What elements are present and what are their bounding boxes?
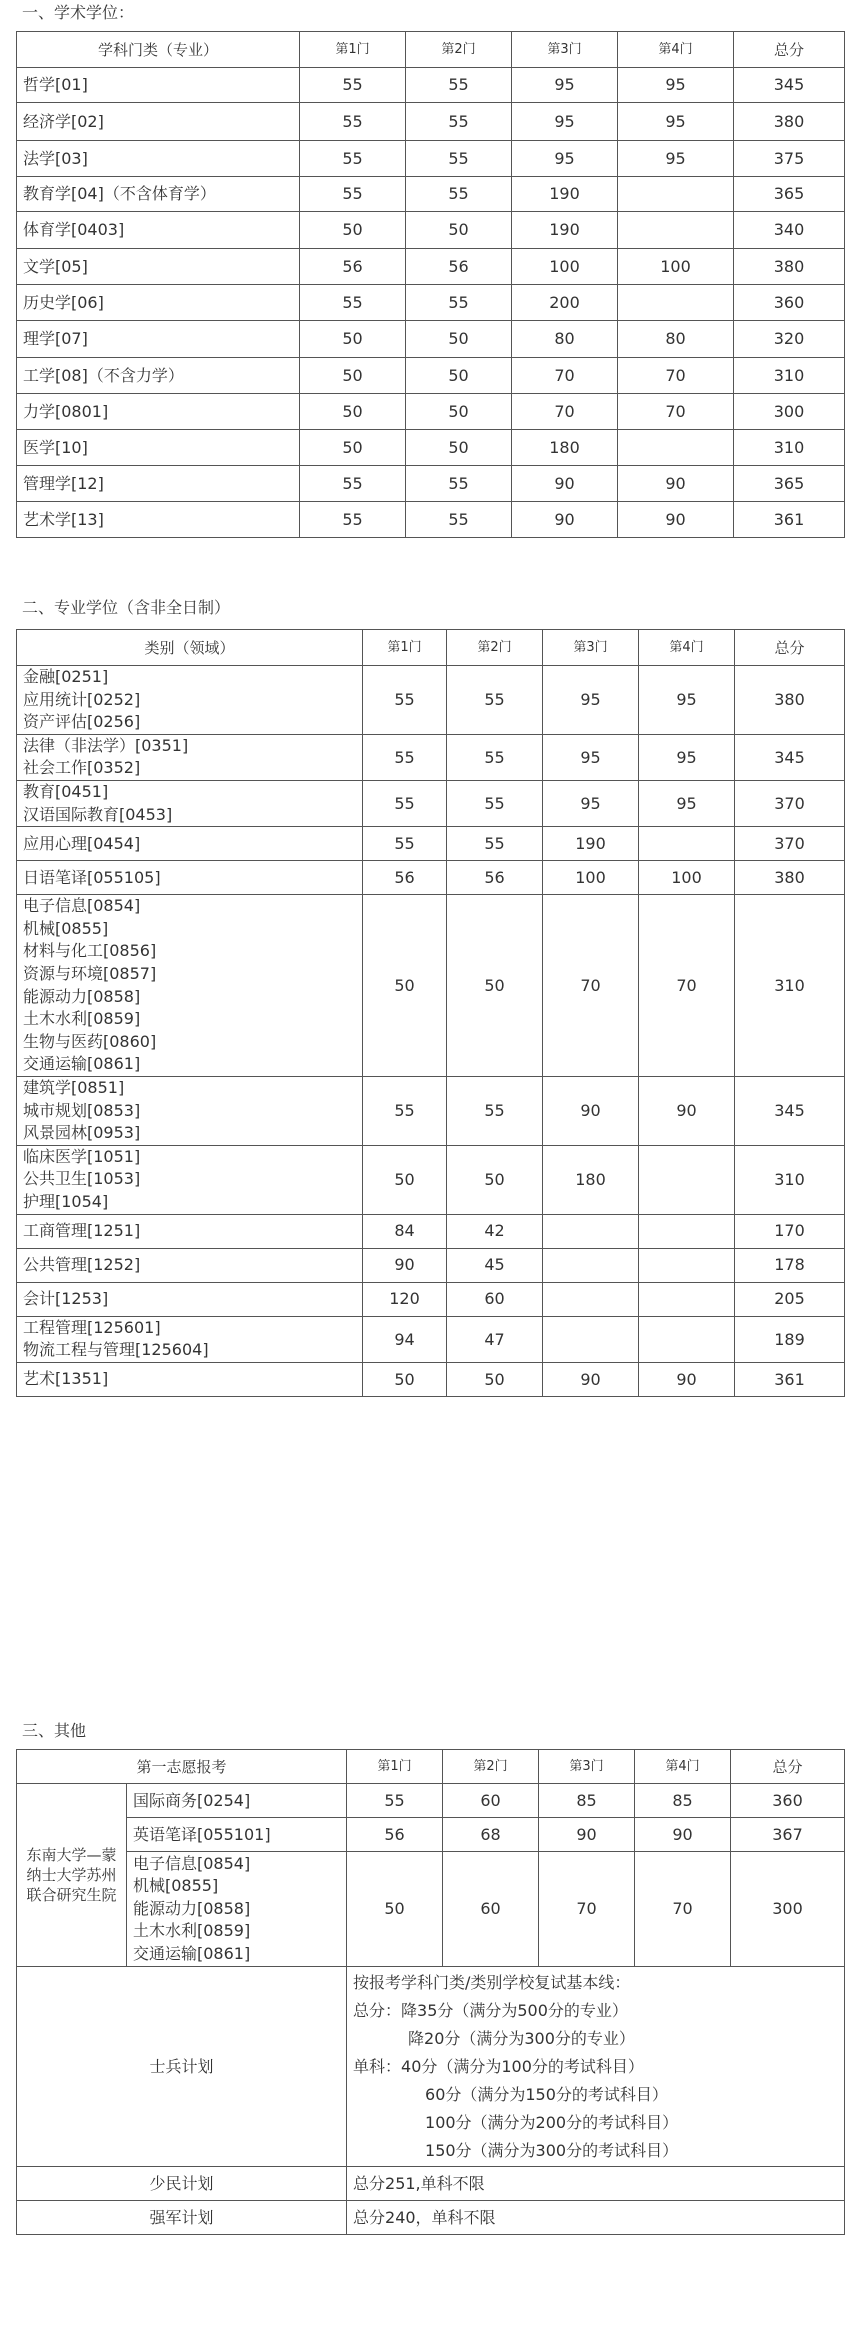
section3-title: 三、其他 (22, 1721, 87, 1740)
table-row (17, 1784, 845, 1818)
score-cell: 55 (363, 666, 447, 735)
score-cell (543, 1214, 639, 1248)
score-cell: 375 (734, 141, 845, 177)
score-cell: 55 (406, 502, 512, 538)
score-cell: 50 (300, 394, 406, 430)
score-cell: 50 (406, 212, 512, 249)
score-cell (618, 430, 734, 466)
score-cell: 380 (735, 861, 845, 895)
score-cell: 95 (618, 103, 734, 141)
table-row (17, 780, 845, 826)
score-cell: 68 (443, 1818, 539, 1852)
score-cell: 55 (363, 734, 447, 780)
category-name: 风景园林[0953] (23, 1123, 141, 1143)
score-cell: 190 (543, 827, 639, 861)
score-cell: 95 (639, 666, 735, 735)
subject-cell: 艺术学[13] (17, 502, 300, 538)
score-cell: 95 (639, 780, 735, 826)
major-cell (127, 1852, 347, 1967)
score-cell: 365 (734, 466, 845, 502)
subject-cell: 哲学[01] (17, 68, 300, 103)
score-cell: 45 (447, 1248, 543, 1282)
table-row (17, 103, 845, 141)
column-header: 总分 (735, 630, 845, 666)
score-cell: 50 (300, 430, 406, 466)
score-cell: 180 (543, 1145, 639, 1214)
category-name: 电子信息[0854] (23, 896, 141, 916)
category-cell (17, 666, 363, 735)
category-name: 会计[1253] (23, 1289, 109, 1309)
major-name: 电子信息[0854] (133, 1853, 251, 1873)
major-name: 交通运输[0861] (133, 1943, 251, 1963)
column-header: 第2门 (443, 1750, 539, 1784)
score-cell: 55 (300, 177, 406, 212)
category-name: 护理[1054] (23, 1191, 109, 1211)
score-cell: 90 (543, 1076, 639, 1145)
category-name: 临床医学[1051] (23, 1146, 141, 1166)
score-cell: 50 (300, 212, 406, 249)
score-cell (639, 1248, 735, 1282)
score-cell: 55 (406, 141, 512, 177)
score-cell: 345 (735, 1076, 845, 1145)
category-name: 艺术[1351] (23, 1369, 109, 1389)
table-row (17, 1214, 845, 1248)
score-cell: 55 (300, 103, 406, 141)
rule-line: 100分（满分为200分的考试科目） (425, 2112, 679, 2132)
score-cell: 180 (512, 430, 618, 466)
score-cell: 55 (363, 1076, 447, 1145)
category-cell (17, 1214, 363, 1248)
score-cell: 60 (443, 1784, 539, 1818)
category-cell (17, 1076, 363, 1145)
score-cell: 56 (363, 861, 447, 895)
category-cell (17, 1362, 363, 1396)
score-cell: 55 (300, 141, 406, 177)
score-cell (543, 1248, 639, 1282)
category-name: 法律（非法学）[0351] (23, 735, 189, 755)
score-cell: 55 (406, 466, 512, 502)
category-name: 机械[0855] (23, 918, 109, 938)
score-cell: 95 (543, 734, 639, 780)
table-row (17, 734, 845, 780)
score-cell (639, 827, 735, 861)
score-cell: 361 (734, 502, 845, 538)
score-cell: 50 (300, 358, 406, 394)
category-name: 公共卫生[1053] (23, 1169, 141, 1189)
column-header: 第3门 (539, 1750, 635, 1784)
table-row (17, 895, 845, 1077)
category-name: 能源动力[0858] (23, 986, 141, 1006)
subject-cell: 工学[08]（不含力学） (17, 358, 300, 394)
column-header: 类别（领域） (17, 630, 363, 666)
category-name: 资源与环境[0857] (23, 963, 157, 983)
score-cell (543, 1282, 639, 1316)
score-cell: 56 (447, 861, 543, 895)
score-cell: 178 (735, 1248, 845, 1282)
score-cell: 55 (406, 103, 512, 141)
rule-line: 按报考学科门类/类别学校复试基本线： (353, 1972, 631, 1992)
major-cell (127, 1818, 347, 1852)
score-cell: 55 (447, 780, 543, 826)
score-cell: 50 (363, 895, 447, 1077)
rule-line: 降20分（满分为300分的专业） (408, 2028, 635, 2048)
column-header: 第1门 (347, 1750, 443, 1784)
score-cell: 361 (735, 1362, 845, 1396)
table-row (17, 666, 845, 735)
subject-cell: 管理学[12] (17, 466, 300, 502)
score-cell: 95 (618, 141, 734, 177)
major-name: 机械[0855] (133, 1876, 219, 1896)
score-cell: 300 (731, 1852, 845, 1967)
minority-plan-text: 总分251,单科不限 (347, 2167, 845, 2201)
score-cell: 370 (735, 827, 845, 861)
score-cell: 95 (543, 780, 639, 826)
score-cell: 90 (635, 1818, 731, 1852)
score-cell: 205 (735, 1282, 845, 1316)
army-plan-row (17, 2201, 845, 2235)
score-cell: 50 (447, 1145, 543, 1214)
category-name: 建筑学[0851] (23, 1077, 125, 1097)
rule-line: 60分（满分为150分的考试科目） (425, 2084, 668, 2104)
score-cell (639, 1282, 735, 1316)
score-cell: 100 (512, 249, 618, 285)
table-row (17, 321, 845, 358)
table-row (17, 212, 845, 249)
score-cell: 50 (363, 1362, 447, 1396)
category-cell (17, 861, 363, 895)
score-cell: 380 (734, 103, 845, 141)
score-cell: 56 (300, 249, 406, 285)
score-cell: 50 (363, 1145, 447, 1214)
score-cell: 94 (363, 1316, 447, 1362)
army-plan-text: 总分240，单科不限 (347, 2201, 845, 2235)
score-cell: 95 (543, 666, 639, 735)
score-cell: 50 (347, 1852, 443, 1967)
score-cell: 90 (639, 1076, 735, 1145)
score-cell: 55 (447, 1076, 543, 1145)
score-cell: 90 (512, 502, 618, 538)
category-name: 金融[0251] (23, 667, 109, 686)
category-name: 材料与化工[0856] (23, 941, 157, 961)
score-cell: 380 (735, 666, 845, 735)
category-cell (17, 1248, 363, 1282)
category-name: 资产评估[0256] (23, 712, 141, 732)
other-plans-table (16, 1749, 845, 2235)
table-row (17, 1316, 845, 1362)
column-header: 第2门 (447, 630, 543, 666)
score-cell: 70 (618, 358, 734, 394)
score-cell: 345 (735, 734, 845, 780)
header-row (17, 630, 845, 666)
score-cell: 345 (734, 68, 845, 103)
score-cell: 55 (300, 502, 406, 538)
score-cell: 55 (447, 666, 543, 735)
category-name: 应用心理[0454] (23, 833, 141, 853)
table-row (17, 1248, 845, 1282)
subject-cell: 力学[0801] (17, 394, 300, 430)
table-row (17, 502, 845, 538)
score-cell: 80 (512, 321, 618, 358)
category-name: 工商管理[1251] (23, 1221, 141, 1241)
category-name: 应用统计[0252] (23, 689, 141, 709)
score-cell: 120 (363, 1282, 447, 1316)
academic-degree-table (16, 31, 845, 538)
score-cell: 70 (512, 394, 618, 430)
category-name: 汉语国际教育[0453] (23, 804, 173, 824)
subject-cell: 文学[05] (17, 249, 300, 285)
score-cell: 42 (447, 1214, 543, 1248)
section1-title: 一、学术学位： (22, 3, 135, 22)
category-name: 公共管理[1252] (23, 1255, 141, 1275)
category-cell (17, 1145, 363, 1214)
score-cell: 200 (512, 285, 618, 321)
table-row (17, 177, 845, 212)
score-cell: 55 (347, 1784, 443, 1818)
category-name: 生物与医药[0860] (23, 1031, 157, 1051)
subject-cell: 理学[07] (17, 321, 300, 358)
major-name: 国际商务[0254] (133, 1790, 251, 1810)
score-cell: 50 (406, 321, 512, 358)
major-name: 英语笔译[055101] (133, 1824, 271, 1844)
score-cell: 100 (639, 861, 735, 895)
column-header: 第2门 (406, 32, 512, 68)
header-row (17, 32, 845, 68)
column-header: 总分 (731, 1750, 845, 1784)
score-cell: 310 (735, 895, 845, 1077)
score-cell: 90 (512, 466, 618, 502)
score-cell: 90 (618, 502, 734, 538)
score-cell (639, 1316, 735, 1362)
soldier-plan-rules (347, 1967, 845, 2167)
score-cell: 300 (734, 394, 845, 430)
score-cell: 190 (512, 177, 618, 212)
score-cell: 55 (300, 466, 406, 502)
professional-degree-table (16, 629, 845, 1397)
score-cell: 50 (300, 321, 406, 358)
score-cell: 50 (406, 358, 512, 394)
score-cell: 70 (539, 1852, 635, 1967)
score-cell: 70 (635, 1852, 731, 1967)
column-header: 第1门 (300, 32, 406, 68)
major-cell (127, 1784, 347, 1818)
joint-school-cell: 东南大学—蒙纳士大学苏州联合研究生院 (17, 1784, 127, 1967)
table-row (17, 1145, 845, 1214)
score-cell: 320 (734, 321, 845, 358)
major-name: 能源动力[0858] (133, 1898, 251, 1918)
category-cell (17, 734, 363, 780)
score-cell: 310 (734, 430, 845, 466)
rule-line: 总分：降35分（满分为500分的专业） (353, 2000, 628, 2020)
score-cell: 55 (406, 285, 512, 321)
rule-line: 单科：40分（满分为100分的考试科目） (353, 2056, 644, 2076)
score-cell: 70 (618, 394, 734, 430)
table-row (17, 430, 845, 466)
table-row (17, 394, 845, 430)
score-cell: 95 (639, 734, 735, 780)
column-header: 第3门 (512, 32, 618, 68)
score-cell: 55 (447, 827, 543, 861)
table-row (17, 1076, 845, 1145)
score-cell: 56 (406, 249, 512, 285)
score-cell: 100 (543, 861, 639, 895)
score-cell: 95 (512, 68, 618, 103)
score-cell: 85 (635, 1784, 731, 1818)
score-cell: 70 (512, 358, 618, 394)
column-header: 第3门 (543, 630, 639, 666)
soldier-plan-row (17, 1967, 845, 2167)
section2-title: 二、专业学位（含非全日制） (22, 598, 231, 617)
score-cell: 189 (735, 1316, 845, 1362)
column-header: 第4门 (639, 630, 735, 666)
score-cell: 190 (512, 212, 618, 249)
score-cell: 310 (734, 358, 845, 394)
table-row (17, 827, 845, 861)
subject-cell: 医学[10] (17, 430, 300, 466)
score-cell: 70 (543, 895, 639, 1077)
minority-plan-label: 少民计划 (17, 2167, 347, 2201)
score-cell: 84 (363, 1214, 447, 1248)
score-cell: 170 (735, 1214, 845, 1248)
table-row (17, 358, 845, 394)
score-cell: 80 (618, 321, 734, 358)
score-cell: 90 (618, 466, 734, 502)
table-row (17, 249, 845, 285)
major-name: 土木水利[0859] (133, 1921, 251, 1941)
score-cell: 85 (539, 1784, 635, 1818)
score-cell: 95 (618, 68, 734, 103)
score-cell: 90 (639, 1362, 735, 1396)
column-header: 第4门 (635, 1750, 731, 1784)
table-row (17, 141, 845, 177)
score-cell: 55 (363, 780, 447, 826)
score-cell: 50 (447, 895, 543, 1077)
table-row (17, 861, 845, 895)
score-cell: 50 (447, 1362, 543, 1396)
category-name: 教育[0451] (23, 781, 109, 801)
score-cell: 95 (512, 141, 618, 177)
score-cell: 60 (447, 1282, 543, 1316)
table-row (17, 1818, 845, 1852)
column-header: 第一志愿报考 (17, 1750, 347, 1784)
score-cell: 370 (735, 780, 845, 826)
column-header: 第4门 (618, 32, 734, 68)
category-name: 土木水利[0859] (23, 1009, 141, 1029)
header-row (17, 1750, 845, 1784)
score-cell (618, 177, 734, 212)
table-row (17, 466, 845, 502)
column-header: 学科门类（专业） (17, 32, 300, 68)
score-cell: 310 (735, 1145, 845, 1214)
column-header: 总分 (734, 32, 845, 68)
score-cell: 60 (443, 1852, 539, 1967)
score-cell: 95 (512, 103, 618, 141)
score-cell: 360 (731, 1784, 845, 1818)
score-cell: 90 (363, 1248, 447, 1282)
subject-cell: 教育学[04]（不含体育学） (17, 177, 300, 212)
score-cell: 55 (300, 68, 406, 103)
table-row (17, 285, 845, 321)
score-cell: 380 (734, 249, 845, 285)
score-cell (618, 285, 734, 321)
score-cell (618, 212, 734, 249)
category-cell (17, 780, 363, 826)
category-name: 交通运输[0861] (23, 1054, 141, 1074)
score-cell: 55 (406, 177, 512, 212)
soldier-plan-label: 士兵计划 (17, 1967, 347, 2167)
score-cell: 55 (447, 734, 543, 780)
subject-cell: 法学[03] (17, 141, 300, 177)
table-row (17, 1362, 845, 1396)
score-cell (543, 1316, 639, 1362)
score-cell: 47 (447, 1316, 543, 1362)
minority-plan-row (17, 2167, 845, 2201)
column-header: 第1门 (363, 630, 447, 666)
score-cell: 100 (618, 249, 734, 285)
score-cell: 365 (734, 177, 845, 212)
category-name: 日语笔译[055105] (23, 867, 161, 887)
subject-cell: 经济学[02] (17, 103, 300, 141)
score-cell: 360 (734, 285, 845, 321)
category-cell (17, 827, 363, 861)
rule-line: 150分（满分为300分的考试科目） (425, 2140, 679, 2160)
score-cell: 90 (539, 1818, 635, 1852)
score-cell: 50 (406, 394, 512, 430)
table-row (17, 1852, 845, 1967)
category-cell (17, 1316, 363, 1362)
subject-cell: 历史学[06] (17, 285, 300, 321)
score-cell: 367 (731, 1818, 845, 1852)
score-cell: 55 (406, 68, 512, 103)
score-cell: 56 (347, 1818, 443, 1852)
score-cell (639, 1145, 735, 1214)
score-cell: 50 (406, 430, 512, 466)
category-name: 工程管理[125601] (23, 1317, 161, 1337)
category-name: 城市规划[0853] (23, 1100, 141, 1120)
score-cell: 340 (734, 212, 845, 249)
table-row (17, 1282, 845, 1316)
score-cell (639, 1214, 735, 1248)
army-plan-label: 强军计划 (17, 2201, 347, 2235)
category-name: 社会工作[0352] (23, 758, 141, 778)
score-cell: 55 (363, 827, 447, 861)
category-cell (17, 895, 363, 1077)
subject-cell: 体育学[0403] (17, 212, 300, 249)
category-cell (17, 1282, 363, 1316)
score-cell: 70 (639, 895, 735, 1077)
category-name: 物流工程与管理[125604] (23, 1340, 209, 1360)
score-cell: 90 (543, 1362, 639, 1396)
score-cell: 55 (300, 285, 406, 321)
table-row (17, 68, 845, 103)
